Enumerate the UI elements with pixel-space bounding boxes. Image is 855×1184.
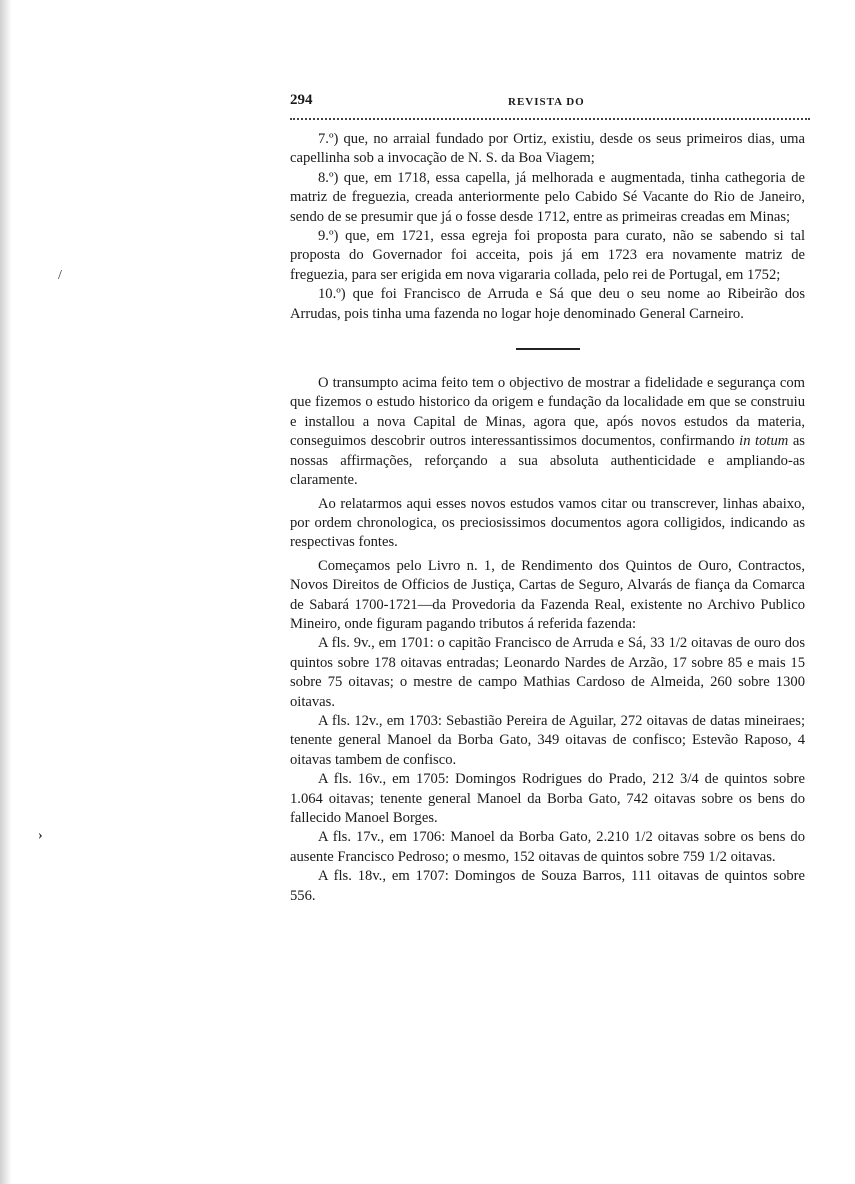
list-item: 10.º) que foi Francisco de Arruda e Sá que deu o seu nome ao Ribeirão dos Arrudas, pois tinha uma fazenda no logar hoje denominado General Carneiro. [290, 286, 805, 322]
list-item: 9.º) que, em 1721, essa egreja foi proposta para curato, não se sabendo si tal proposta do Governador foi acceita, pois já em 1723 era novamente matriz de freguezia, para ser erigida em nova vigararia collada, pelo rei de Portugal, em 1752; [290, 228, 805, 283]
header-rule [290, 118, 810, 120]
section-separator [516, 348, 580, 350]
paragraph: A fls. 12v., em 1703: Sebastião Pereira de Aguilar, 272 oitavas de datas mineiraes; tenente general Manoel da Borba Gato, 349 oitavas de confisco; Estevão Raposo, 4 oitavas tambem de confisco. [290, 712, 805, 768]
italic-phrase: in totum [739, 433, 789, 450]
paragraph-text: as nossas affirmações, reforçando a sua absoluta authenticidade e ampliando-as claramente. [290, 433, 805, 489]
book-spine-shadow [0, 0, 12, 1184]
paragraph: A fls. 18v., em 1707: Domingos de Souza Barros, 111 oitavas de quintos sobre 556. [290, 868, 805, 904]
list-item: 7.º) que, no arraial fundado por Ortiz, existiu, desde os seus primeiros dias, uma capellinha sob a invocação de N. S. da Boa Viagem; [290, 131, 805, 167]
paragraph [290, 374, 805, 490]
paragraph: A fls. 9v., em 1701: o capitão Francisco de Arruda e Sá, 33 1/2 oitavas de ouro dos quintos sobre 178 oitavas entradas; Leonardo Nardes de Arzão, 17 sobre 85 e mais 15 sobre 75 oitavas; o mestre de campo Mathias Cardoso de Almeida, 260 sobre 1300 oitavas. [290, 635, 805, 710]
paragraph: A fls. 17v., em 1706: Manoel da Borba Gato, 2.210 1/2 oitavas sobre os bens do ausente Francisco Pedroso; o mesmo, 152 oitavas de quintos sobre 759 1/2 oitavas. [290, 829, 805, 865]
margin-mark: / [58, 268, 62, 283]
paragraph: Começamos pelo Livro n. 1, de Rendimento dos Quintos de Ouro, Contractos, Novos Direitos de Officios de Justiça, Cartas de Seguro, Alvarás de fiança da Comarca de Sabará 1700-1721—da Provedoria da Fazenda Real, existente no Archivo Publico Mineiro, onde figuram pagando tributos á referida fazenda: [290, 557, 805, 632]
page-number: 294 [290, 92, 313, 108]
paragraph-text: O transumpto acima feito tem o objectivo de mostrar a fidelidade e segurança com que fizemos o estudo historico da origem e fundação da localidade em que se construiu e installou a nova Capital de Minas, agora que, após novos estudos da materia, conseguimos descobrir outros interessantissimos documentos, confirmando [290, 375, 805, 450]
running-title: REVISTA DO [508, 96, 585, 108]
paragraph: A fls. 16v., em 1705: Domingos Rodrigues do Prado, 212 3/4 de quintos sobre 1.064 oitavas; tenente general Manoel da Borba Gato, 742 oitavas sobre os bens do fallecido Manoel Borges. [290, 771, 805, 826]
margin-mark: › [38, 828, 43, 843]
page-body [290, 130, 805, 906]
list-item: 8.º) que, em 1718, essa capella, já melhorada e augmentada, tinha cathegoria de matriz de freguezia, creada anteriormente pelo Cabido Sé Vacante do Rio de Janeiro, sendo de se presumir que já o fosse desde 1712, entre as primeiras creadas em Minas; [290, 169, 805, 225]
page-header [290, 92, 810, 118]
paragraph: Ao relatarmos aqui esses novos estudos vamos citar ou transcrever, linhas abaixo, por ordem chronologica, os preciosissimos documentos agora colligidos, indicando as respectivas fontes. [290, 495, 805, 551]
